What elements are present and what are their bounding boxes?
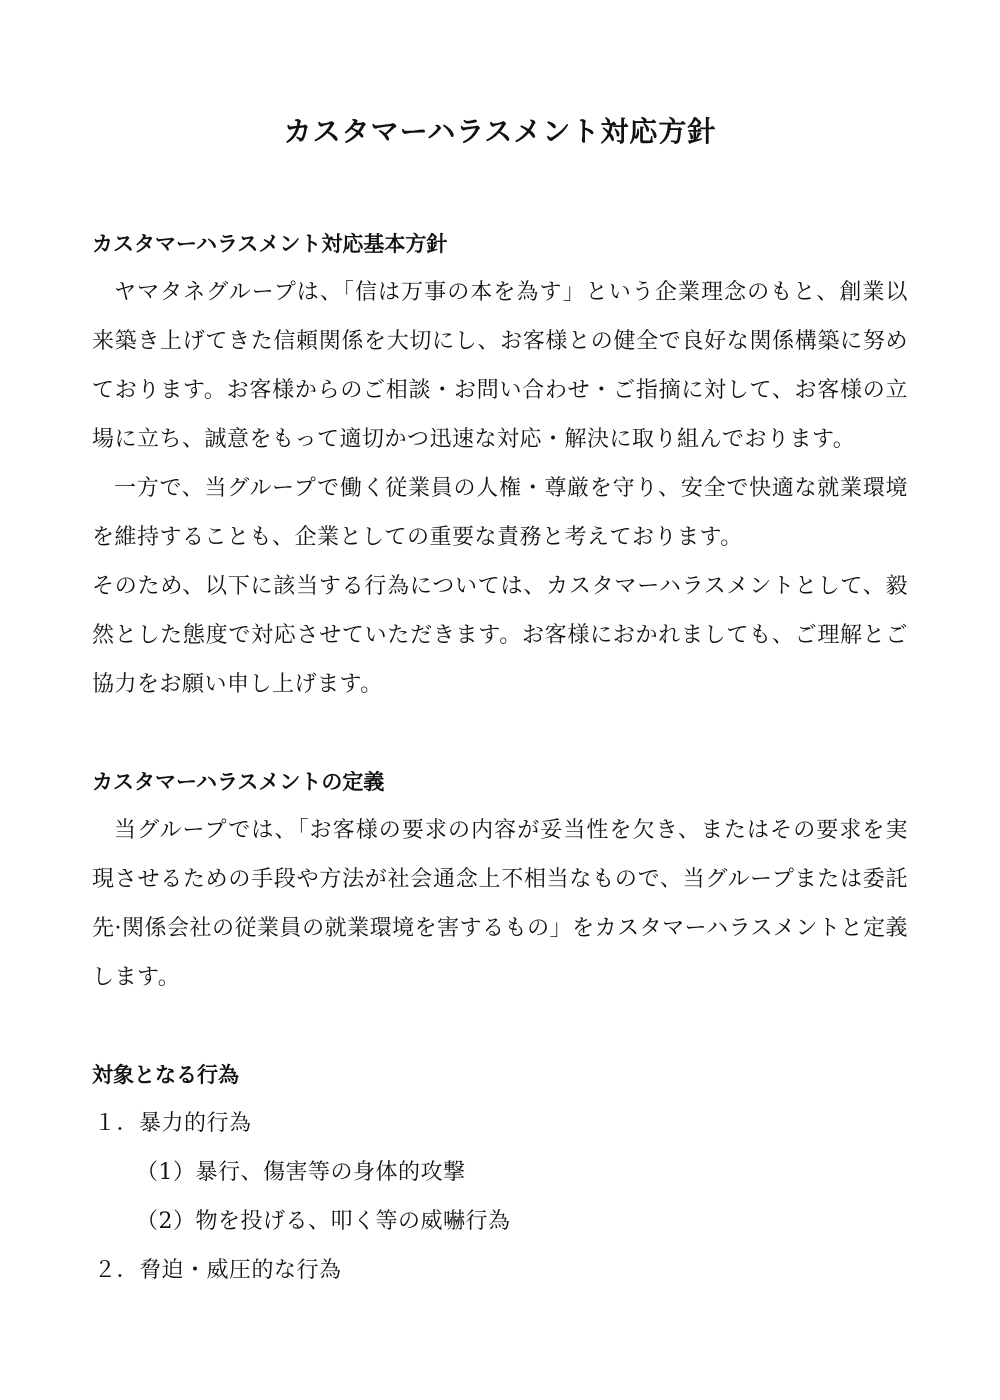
sub-list: [94, 1148, 908, 1246]
document-body: [92, 220, 908, 1295]
section-basic-policy: [92, 220, 908, 709]
acts-list: [92, 1099, 908, 1295]
section-heading: カスタマーハラスメントの定義: [92, 770, 385, 794]
paragraph: ヤマタネグループは、「信は万事の本を為す」という企業理念のもと、創業以来築き上げてきた信頼関係を大切にし、お客様との健全で良好な関係構築に努めております。お客様からのご相談・お問い合わせ・ご指摘に対して、お客様の立場に立ち、誠意をもって適切かつ迅速な対応・解決に取り組んでおります。: [92, 280, 908, 452]
list-item-label: ２．脅迫・威圧的な行為: [94, 1258, 342, 1283]
section-heading: カスタマーハラスメント対応基本方針: [92, 232, 448, 256]
list-item-label: １．暴力的行為: [94, 1111, 252, 1136]
paragraph: そのため、以下に該当する行為については、カスタマーハラスメントとして、毅然とした態度で対応させていただきます。お客様におかれましても、ご理解とご協力をお願い申し上げます。: [92, 574, 908, 697]
sub-list-item: （1）暴行、傷害等の身体的攻撃: [136, 1160, 466, 1185]
section-target-acts: [92, 1051, 908, 1295]
list-item: [92, 1246, 908, 1295]
document-title: カスタマーハラスメント対応方針: [283, 115, 717, 148]
section-spacer: [92, 709, 908, 758]
section-definition: [92, 758, 908, 1002]
paragraph: 一方で、当グループで働く従業員の人権・尊厳を守り、安全で快適な就業環境を維持することも、企業としての重要な責務と考えております。: [92, 476, 908, 550]
sub-list-item: （2）物を投げる、叩く等の威嚇行為: [136, 1209, 511, 1234]
section-spacer: [92, 1002, 908, 1051]
paragraph: 当グループでは、「お客様の要求の内容が妥当性を欠き、またはその要求を実現させるための手段や方法が社会通念上不相当なもので、当グループまたは委託先·関係会社の従業員の就業環境を害するもの」をカスタマーハラスメントと定義します。: [92, 818, 908, 990]
list-item: [92, 1099, 908, 1246]
section-heading: 対象となる行為: [92, 1063, 239, 1087]
